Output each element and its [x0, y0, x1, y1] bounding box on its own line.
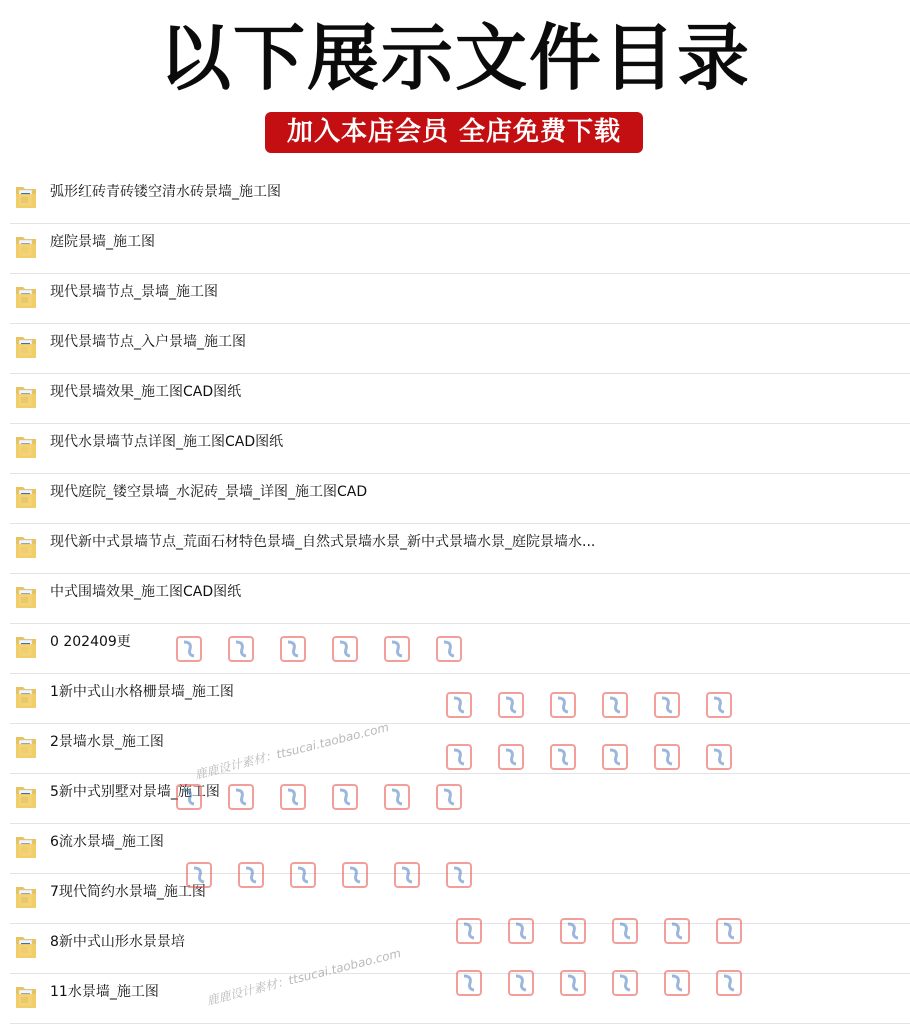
file-name: 中式围墙效果_施工图CAD图纸	[50, 584, 242, 600]
file-row[interactable]	[10, 724, 910, 774]
file-name: 现代景墙节点_景墙_施工图	[50, 284, 218, 300]
file-name: 现代新中式景墙节点_荒面石材特色景墙_自然式景墙水景_新中式景墙水景_庭院景墙水...	[50, 534, 596, 550]
file-name: 1新中式山水格栅景墙_施工图	[50, 684, 234, 700]
file-name: 2景墙水景_施工图	[50, 734, 164, 750]
file-row[interactable]	[10, 274, 910, 324]
file-name: 5新中式别墅对景墙_施工图	[50, 784, 220, 800]
watermark-text: 鹿鹿设计素材：ttsucai.taobao.com	[205, 946, 403, 1008]
folder-icon	[15, 384, 37, 410]
folder-icon	[15, 834, 37, 860]
file-name: 8新中式山形水景景培	[50, 934, 185, 950]
folder-icon	[15, 684, 37, 710]
file-row[interactable]	[10, 474, 910, 524]
file-row[interactable]	[10, 374, 910, 424]
file-name: 7现代简约水景墙_施工图	[50, 884, 206, 900]
file-name: 现代水景墙节点详图_施工图CAD图纸	[50, 434, 284, 450]
file-row[interactable]	[10, 974, 910, 1024]
file-row[interactable]	[10, 424, 910, 474]
folder-icon	[15, 634, 37, 660]
file-name: 弧形红砖青砖镂空清水砖景墙_施工图	[50, 184, 281, 200]
file-name: 11水景墙_施工图	[50, 984, 159, 1000]
folder-icon	[15, 784, 37, 810]
file-row[interactable]	[10, 524, 910, 574]
folder-icon	[15, 434, 37, 460]
file-name: 6流水景墙_施工图	[50, 834, 164, 850]
file-name: 现代景墙效果_施工图CAD图纸	[50, 384, 242, 400]
file-row[interactable]	[10, 874, 910, 924]
folder-icon	[15, 184, 37, 210]
file-row[interactable]	[10, 174, 910, 224]
page-title: 以下展示文件目录	[158, 16, 751, 100]
file-name: 0 202409更	[50, 634, 131, 650]
file-name: 庭院景墙_施工图	[50, 234, 155, 250]
folder-icon	[15, 984, 37, 1010]
file-row[interactable]	[10, 574, 910, 624]
folder-icon	[15, 734, 37, 760]
folder-icon	[15, 484, 37, 510]
file-row[interactable]	[10, 674, 910, 724]
folder-icon	[15, 234, 37, 260]
folder-icon	[15, 534, 37, 560]
file-row[interactable]	[10, 624, 910, 674]
folder-icon	[15, 284, 37, 310]
file-name: 现代景墙节点_入户景墙_施工图	[50, 334, 246, 350]
folder-icon	[15, 334, 37, 360]
folder-icon	[15, 884, 37, 910]
file-row[interactable]	[10, 224, 910, 274]
folder-icon	[15, 584, 37, 610]
file-row[interactable]	[10, 324, 910, 374]
folder-icon	[15, 934, 37, 960]
file-row[interactable]	[10, 824, 910, 874]
watermark-text: 鹿鹿设计素材：ttsucai.taobao.com	[193, 720, 391, 782]
file-row[interactable]	[10, 774, 910, 824]
file-row[interactable]	[10, 924, 910, 974]
file-list	[0, 174, 910, 1024]
file-name: 现代庭院_镂空景墙_水泥砖_景墙_详图_施工图CAD	[50, 484, 368, 500]
member-banner[interactable]: 加入本店会员 全店免费下载	[265, 112, 643, 153]
